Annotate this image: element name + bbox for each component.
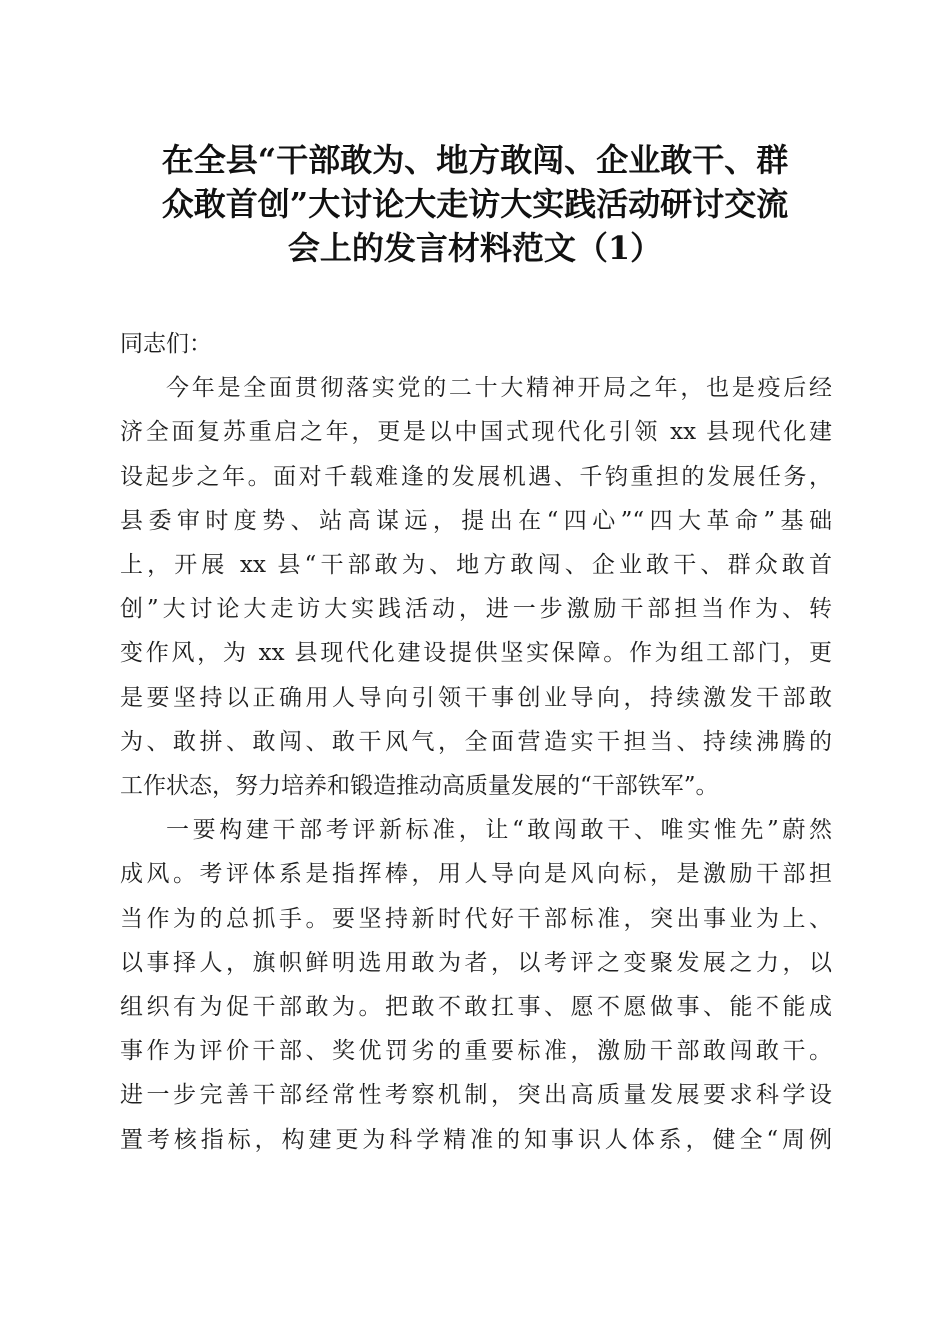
text-line: 组织有为促干部敢为。把敢不敢扛事、愿不愿做事、能不能成 xyxy=(120,994,832,1021)
text-line: 事作为评价干部、奖优罚劣的重要标准，激励干部敢闯敢干。 xyxy=(120,1038,832,1065)
text-line: 一要构建干部考评新标准，让“敢闯敢干、唯实惟先”蔚然 xyxy=(166,817,832,844)
text-line: 置考核指标，构建更为科学精准的知事识人体系，健全“周例 xyxy=(120,1126,832,1153)
text-line: 以事择人，旗帜鲜明选用敢为者，以考评之变聚发展之力，以 xyxy=(120,949,832,976)
text-line: 是要坚持以正确用人导向引领干事创业导向，持续激发干部敢 xyxy=(120,684,832,711)
paragraph-1 xyxy=(120,366,832,808)
title-line: 众敢首创”大讨论大走访大实践活动研讨交流 xyxy=(161,185,789,223)
text-line: 县委审时度势、站高谋远，提出在“四心”“四大革命”基础 xyxy=(120,507,832,534)
text-line: 工作状态，努力培养和锻造推动高质量发展的“干部铁军”。 xyxy=(120,773,719,800)
text-line: 成风。考评体系是指挥棒，用人导向是风向标，是激励干部担 xyxy=(120,861,832,888)
title-line: 在全县“干部敢为、地方敢闯、企业敢干、群 xyxy=(161,141,789,179)
text-line: 变作风，为 xx 县现代化建设提供坚实保障。作为组工部门，更 xyxy=(120,640,832,667)
document-title xyxy=(110,138,840,270)
paragraph-2 xyxy=(120,808,832,1162)
salutation xyxy=(120,322,832,366)
text-line: 创”大讨论大走访大实践活动，进一步激励干部担当作为、转 xyxy=(120,596,832,623)
document-body xyxy=(120,322,832,1162)
text-line: 当作为的总抓手。要坚持新时代好干部标准，突出事业为上、 xyxy=(120,905,832,932)
text-line: 今年是全面贯彻落实党的二十大精神开局之年，也是疫后经 xyxy=(166,375,832,402)
text-line: 济全面复苏重启之年，更是以中国式现代化引领 xx 县现代化建 xyxy=(120,419,832,446)
text-line: 设起步之年。面对千载难逢的发展机遇、千钧重担的发展任务， xyxy=(120,463,832,490)
text-line: 为、敢拼、敢闯、敢干风气，全面营造实干担当、持续沸腾的 xyxy=(120,728,832,755)
salutation-text: 同志们： xyxy=(120,331,212,357)
title-line: 会上的发言材料范文（1） xyxy=(287,229,663,267)
text-line: 上，开展 xx 县“干部敢为、地方敢闯、企业敢干、群众敢首 xyxy=(120,552,832,579)
text-line: 进一步完善干部经常性考察机制，突出高质量发展要求科学设 xyxy=(120,1082,832,1109)
